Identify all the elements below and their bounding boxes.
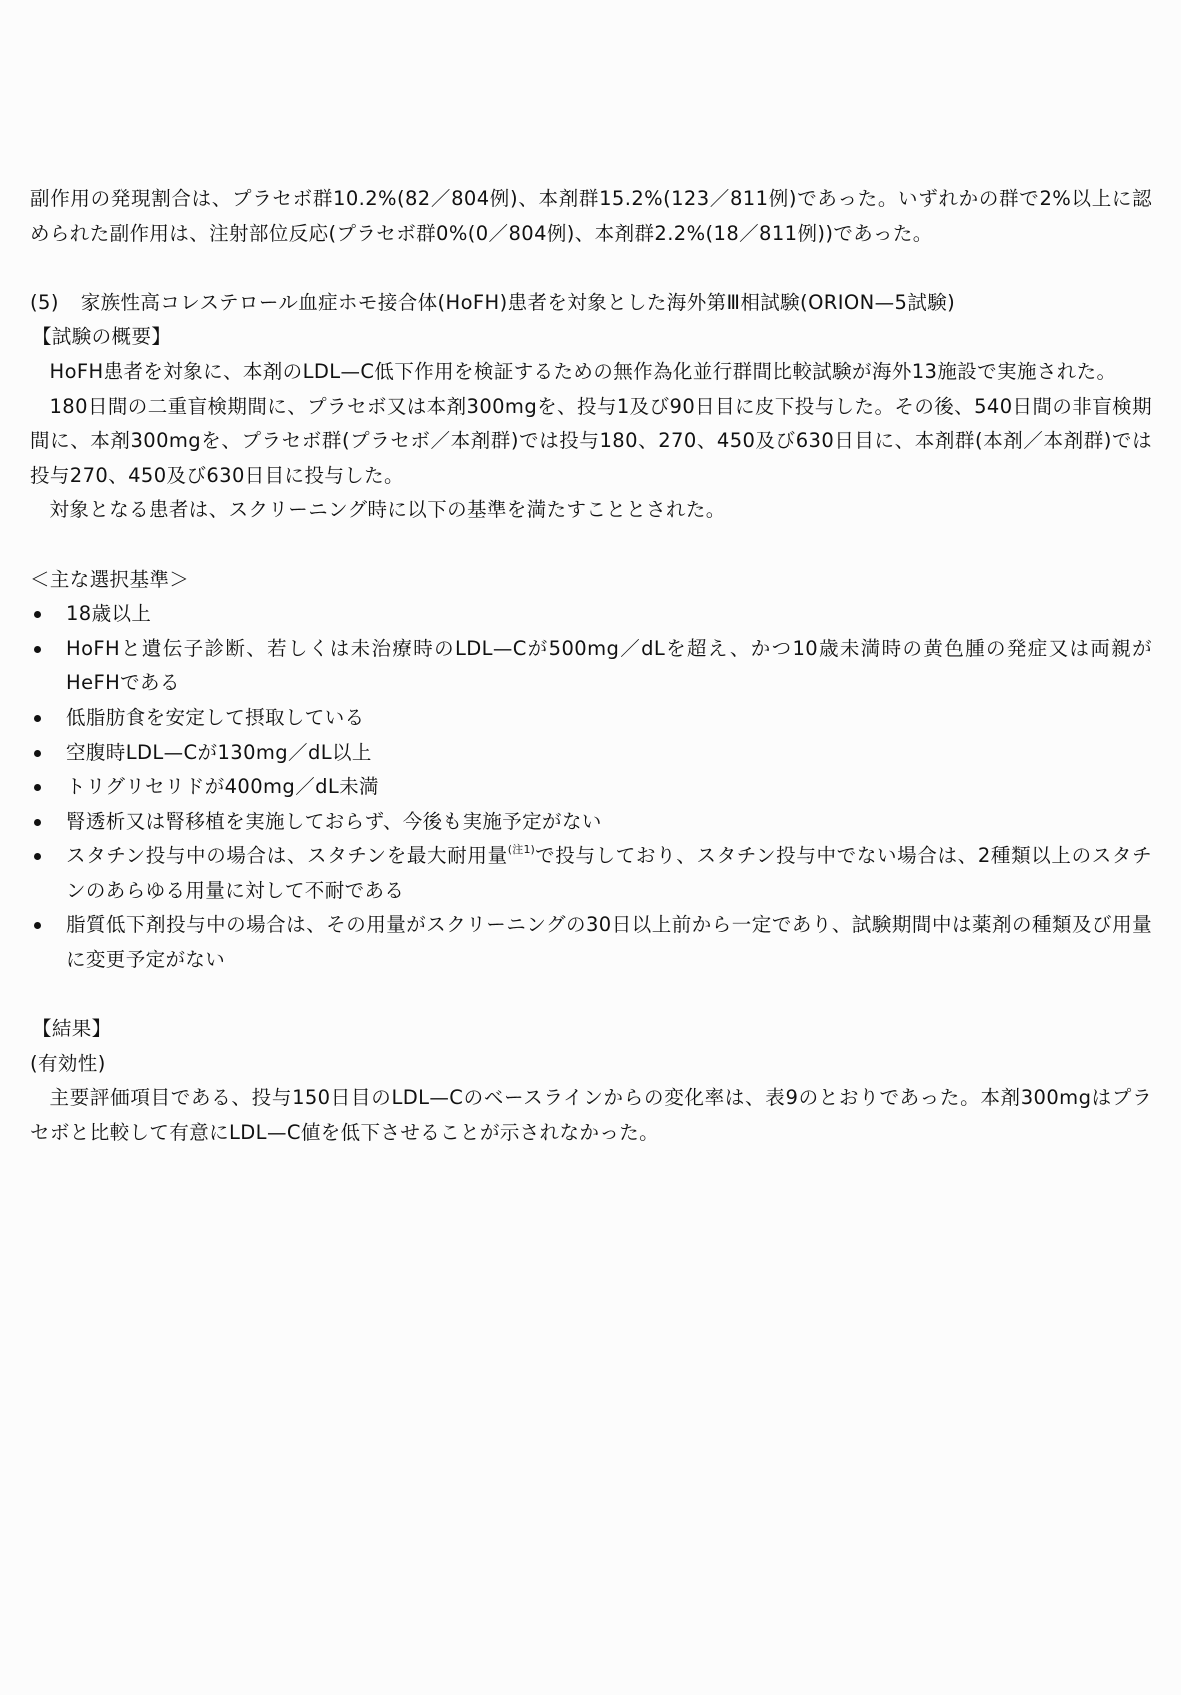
- footnote-ref: (注1): [507, 843, 535, 857]
- bullet-icon: [34, 819, 41, 826]
- criterion-text: 腎透析又は腎移植を実施しておらず、今後も実施予定がない: [66, 809, 602, 833]
- criteria-heading: ＜主な選択基準＞: [30, 567, 190, 591]
- overview-heading: 【試験の概要】: [31, 325, 172, 349]
- list-item: [30, 632, 1152, 701]
- criterion-text: HoFHと遺伝子診断、若しくは未治療時のLDL—Cが500mg／dLを超え、かつ10歳未満時の黄色腫の発症又は両親がHeFHである: [66, 636, 1152, 695]
- spacer: [30, 251, 1152, 286]
- overview-paragraph-2: 180日間の二重盲検期間に、プラセボ又は本剤300mgを、投与1及び90日目に皮下投与した。その後、540日間の非盲検期間に、本剤300mgを、プラセボ群(プラセボ／本剤群)では投与180、270、450及び630日目に、本剤群(本剤／本剤群)では投与270、450及び630日目に投与した。: [30, 394, 1152, 487]
- criterion-text: 脂質低下剤投与中の場合は、その用量がスクリーニングの30日以上前から一定であり、試験期間中は薬剤の種類及び用量に変更予定がない: [66, 913, 1152, 972]
- criterion-text-before: スタチン投与中の場合は、スタチンを最大耐用量: [66, 844, 508, 868]
- list-item: [30, 770, 1152, 805]
- criterion-text: 低脂肪食を安定して摂取している: [66, 705, 365, 729]
- efficacy-paragraph: 主要評価項目である、投与150日目のLDL—Cのベースラインからの変化率は、表9のとおりであった。本剤300mgはプラセボと比較して有意にLDL—C値を低下させることが示されなかった。: [30, 1086, 1152, 1145]
- bullet-icon: [34, 750, 41, 757]
- spacer: [30, 528, 1152, 563]
- list-item: [30, 805, 1152, 840]
- overview-paragraph-3: 対象となる患者は、スクリーニング時に以下の基準を満たすこととされた。: [49, 498, 726, 522]
- criterion-text: 18歳以上: [66, 602, 152, 626]
- criterion-text: [66, 844, 1152, 902]
- section-number: (5): [30, 290, 59, 314]
- results-heading: 【結果】: [31, 1017, 112, 1041]
- efficacy-heading: (有効性): [30, 1051, 106, 1075]
- list-item: [30, 597, 1152, 632]
- criterion-text: 空腹時LDL—Cが130mg／dL以上: [66, 740, 372, 764]
- bullet-icon: [34, 853, 41, 860]
- list-item: [30, 701, 1152, 736]
- document-page: [30, 182, 1152, 1151]
- bullet-icon: [34, 784, 41, 791]
- adverse-reactions-paragraph: 副作用の発現割合は、プラセボ群10.2%(82／804例)、本剤群15.2%(123／811例)であった。いずれかの群で2%以上に認められた副作用は、注射部位反応(プラセボ群0%(0／804例)、本剤群2.2%(18／811例))であった。: [30, 187, 1152, 245]
- section-5-title: [30, 286, 1152, 321]
- list-item: [30, 908, 1152, 977]
- list-item: [30, 736, 1152, 771]
- section-title-text: 家族性高コレステロール血症ホモ接合体(HoFH)患者を対象とした海外第Ⅲ相試験(ORION—5試験): [80, 290, 956, 314]
- bullet-icon: [34, 715, 41, 722]
- inclusion-criteria-list: [30, 597, 1152, 978]
- bullet-icon: [34, 922, 41, 929]
- bullet-icon: [34, 646, 41, 653]
- bullet-icon: [34, 611, 41, 618]
- overview-paragraph-1: HoFH患者を対象に、本剤のLDL—C低下作用を検証するための無作為化並行群間比較試験が海外13施設で実施された。: [49, 359, 1117, 383]
- list-item: [30, 839, 1152, 908]
- spacer: [30, 978, 1152, 1013]
- criterion-text: トリグリセリドが400mg／dL未満: [66, 775, 379, 799]
- criterion-text-after: で投与しており、スタチン投与中でない場合は、2種類以上のスタチンのあらゆる用量に対して不耐である: [66, 844, 1152, 902]
